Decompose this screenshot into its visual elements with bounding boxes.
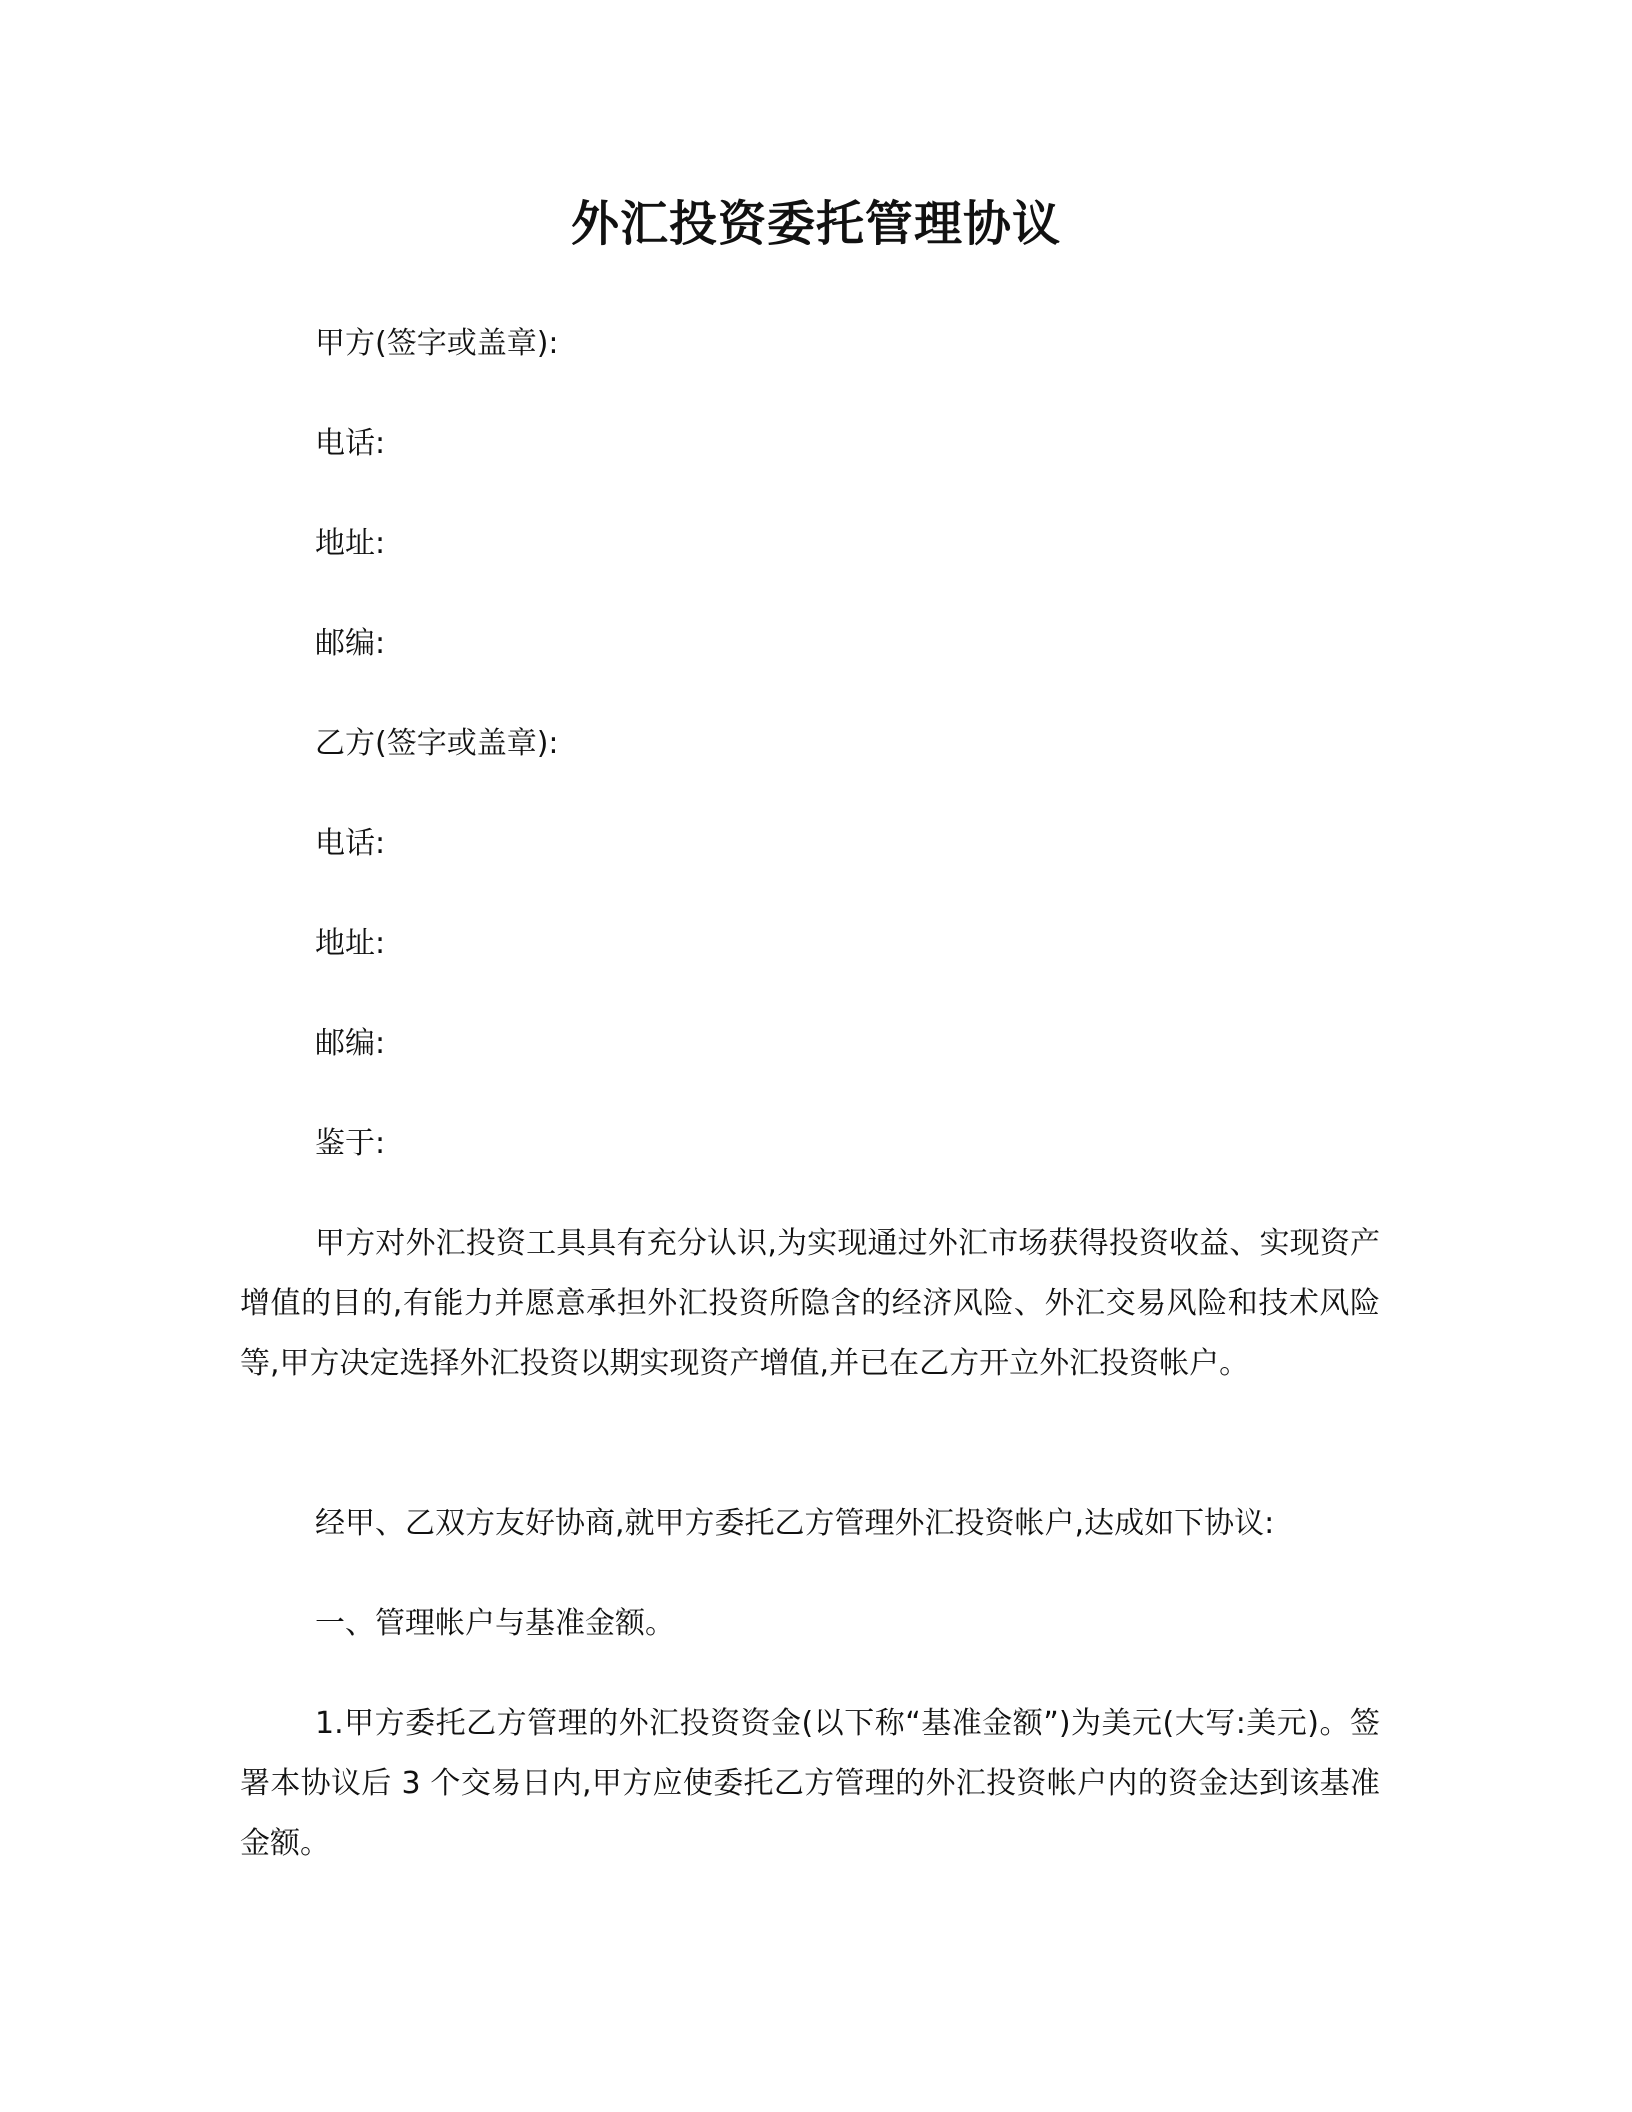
party-b-address: 地址: [315, 926, 386, 961]
agreement-intro: 经甲、乙双方友好协商,就甲方委托乙方管理外汇投资帐户,达成如下协议: [315, 1506, 1275, 1541]
party-b-label: 乙方(签字或盖章): [315, 726, 559, 761]
document-title: 外汇投资委托管理协议 [570, 196, 1061, 252]
party-b-phone: 电话: [315, 826, 386, 861]
party-a-postcode: 邮编: [315, 626, 386, 661]
clause-1-1: 1.甲方委托乙方管理的外汇投资资金(以下称“基准金额”)为美元(大写:美元)。签署本协议后 3 个交易日内,甲方应使委托乙方管理的外汇投资帐户内的资金达到该基准金额。 [240, 1706, 1380, 1861]
party-a-address: 地址: [315, 526, 386, 561]
party-a-phone: 电话: [315, 426, 386, 461]
whereas-heading: 鉴于: [315, 1126, 386, 1161]
whereas-paragraph: 甲方对外汇投资工具具有充分认识,为实现通过外汇市场获得投资收益、实现资产增值的目的,有能力并愿意承担外汇投资所隐含的经济风险、外汇交易风险和技术风险等,甲方决定选择外汇投资以期实现资产增值,并已在乙方开立外汇投资帐户。 [240, 1226, 1380, 1381]
party-a-label: 甲方(签字或盖章): [315, 326, 559, 361]
party-b-postcode: 邮编: [315, 1026, 386, 1061]
section-1-heading: 一、管理帐户与基准金额。 [315, 1606, 675, 1641]
